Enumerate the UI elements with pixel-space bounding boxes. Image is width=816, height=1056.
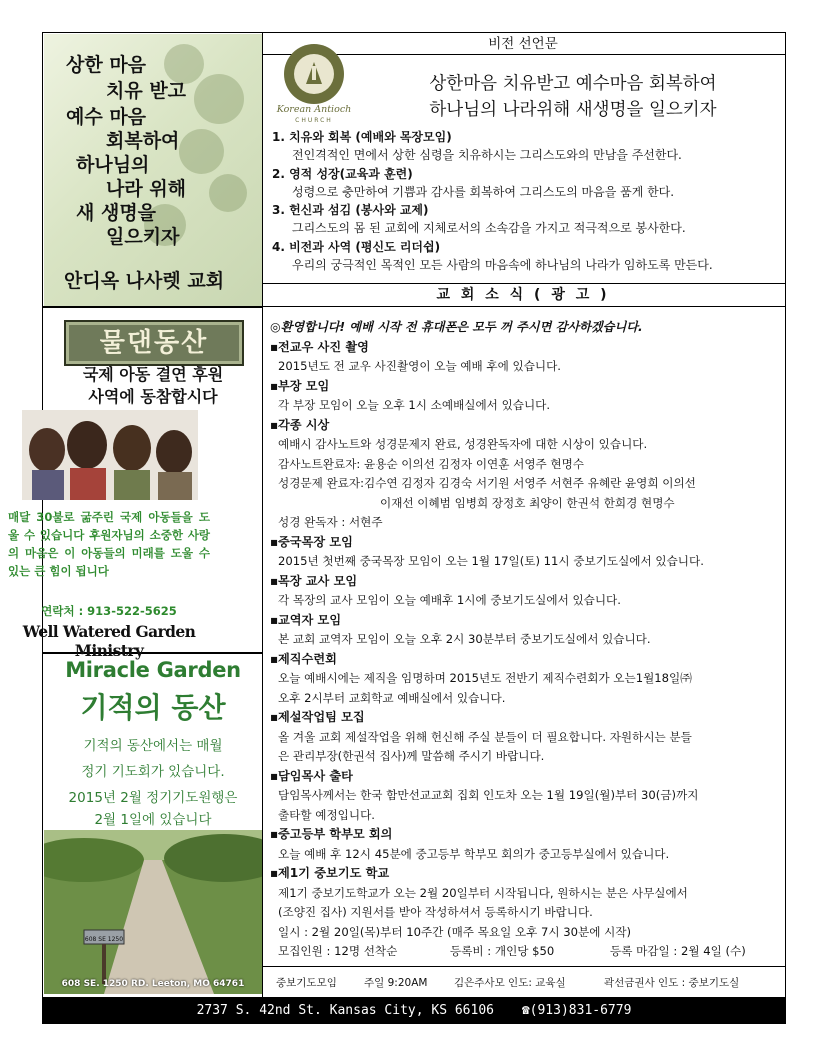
news-item-body: 이재선 이혜범 임병희 장정호 최양이 한권석 한희경 현명수 — [380, 495, 675, 510]
poem-line: 치유 받고 — [106, 80, 187, 102]
miracle-line: 정기 기도회가 있습니다. — [81, 764, 225, 780]
slogan-line-2: 하나님의 나라위해 새생명을 일으키자 — [429, 100, 717, 120]
news-item-body: 성경문제 완료자:김수연 김정자 김경숙 서기원 서영주 서현주 유혜란 윤영희 이의선 — [278, 476, 696, 490]
prayer-meeting-label: 중보기도모임 — [276, 977, 337, 989]
miracle-title-en: Miracle Garden — [65, 658, 241, 682]
news-list — [270, 318, 780, 962]
news-item-body: 일시 : 2월 20일(목)부터 10주간 (매주 목요일 오후 7시 30분에 시작) — [278, 924, 632, 939]
poem-line: 나라 위해 — [106, 178, 187, 200]
mulddae-subtitle-1: 국제 아동 결연 후원 — [82, 365, 224, 384]
mailbox-number: 608 SE 1250 — [84, 936, 124, 943]
vision-item-desc: 그리스도의 몸 된 교회에 지체로서의 소속감을 가지고 적극적으로 봉사한다. — [292, 221, 686, 236]
vision-item-title: 2. 영적 성장(교육과 훈련) — [272, 166, 413, 181]
news-item-title: ▪중고등부 학부모 회의 — [270, 827, 393, 841]
news-item-body: 오후 2시부터 교회학교 예배실에서 있습니다. — [278, 690, 506, 705]
news-item-body: 각 부장 모임이 오늘 오후 1시 소예배실에서 있습니다. — [278, 398, 551, 412]
prayer-leader-2: 곽선금권사 인도 : 중보기도실 — [604, 977, 740, 989]
recruit-line — [270, 942, 780, 962]
welcome-notice: ◎환영합니다! 예배 시작 전 휴대폰은 모두 꺼 주시면 감사하겠습니다. — [270, 320, 643, 334]
news-item-body: 각 목장의 교사 모임이 오늘 예배후 1시에 중보기도실에서 있습니다. — [278, 593, 621, 607]
prayer-leader-1: 김은주사모 인도: 교육실 — [454, 977, 566, 989]
news-item-title: ▪제1기 중보기도 학교 — [270, 866, 390, 880]
vision-item-title: 3. 헌신과 섬김 (봉사와 교제) — [272, 203, 429, 218]
news-item-title: ▪목장 교사 모임 — [270, 573, 358, 588]
left-divider-1 — [42, 306, 263, 308]
church-phone: ☎(913)831-6779 — [521, 1003, 632, 1018]
recruit-count: 모집인원 : 12명 선착순 — [278, 944, 398, 958]
poem-line: 예수 마음 — [66, 106, 147, 128]
news-item-body: 2015년도 전 교우 사진촬영이 오늘 예배 후에 있습니다. — [278, 359, 561, 373]
news-item-body: 오늘 예배시에는 제직을 임명하며 2015년도 전반기 제직수련회가 오는1월18일㈜ — [278, 671, 692, 685]
recruit-deadline: 등록 마감일 : 2월 4일 (수) — [610, 944, 746, 958]
news-item-title: ▪제직수련회 — [270, 651, 337, 666]
news-item-body: 은 관리부장(한권석 집사)께 말씀해 주시기 바랍니다. — [278, 749, 545, 763]
poem-line: 하나님의 — [76, 154, 150, 176]
news-item-title: ▪전교우 사진 촬영 — [270, 339, 369, 354]
miracle-address: 608 SE. 1250 RD. Leeton, MO 64761 — [61, 979, 245, 989]
logo-text: Korean Antioch — [276, 104, 352, 115]
children-praying-photo — [22, 410, 198, 500]
news-item-title: ▪각종 시상 — [270, 417, 330, 432]
poem-line: 새 생명을 — [76, 202, 157, 224]
vision-item-desc: 성령으로 충만하여 기쁨과 감사를 회복하여 그리스도의 마음을 품게 한다. — [292, 184, 675, 199]
poem-line: 일으키자 — [106, 226, 180, 248]
slogan-line-1: 상한마음 치유받고 예수마음 회복하여 — [429, 74, 717, 94]
vision-item-title: 4. 비전과 사역 (평신도 리더쉽) — [272, 239, 441, 254]
church-address: 2737 S. 42nd St. Kansas City, KS 66106 — [196, 1003, 494, 1018]
news-item-title: ▪제설작업팀 모집 — [270, 710, 365, 724]
column-divider — [262, 32, 263, 998]
mulddae-title: 물댄동산 — [99, 328, 209, 358]
news-item-body: 오늘 예배 후 12시 45분에 중고등부 학부모 회의가 중고등부실에서 있습니다. — [278, 846, 670, 861]
news-item-body: 본 교회 교역자 모임이 오늘 오후 2시 30분부터 중보기도실에서 있습니다. — [278, 632, 651, 646]
poem-box — [44, 34, 262, 306]
news-item-body: 출타할 예정입니다. — [278, 807, 375, 822]
news-header: 교 회 소 식 ( 광 고 ) — [436, 287, 610, 303]
news-item-title: ▪담임목사 출타 — [270, 768, 353, 783]
poem-line: 상한 마음 — [66, 54, 147, 76]
recruit-fee: 등록비 : 개인당 $50 — [450, 944, 555, 958]
ministry-name: Well Watered Garden Ministry — [22, 622, 196, 660]
news-item-body: 감사노트완료자: 윤용순 이의선 김정자 이연훈 서영주 현명수 — [278, 456, 585, 471]
news-item-title: ▪중국목장 모임 — [270, 534, 353, 549]
news-item-body: 제1기 중보기도학교가 오는 2월 20일부터 시작됩니다, 원하시는 분은 사무실에서 — [278, 885, 688, 900]
vision-item-title: 1. 치유와 회복 (예배와 목장모임) — [272, 130, 452, 144]
news-item-body: 올 겨울 교회 제설작업을 위해 헌신해 주실 분들이 더 필요합니다. 자원하시는 분들 — [278, 729, 692, 744]
poem-line: 회복하여 — [106, 130, 180, 152]
news-item-body: 2015년 첫번째 중국목장 모임이 오는 1월 17일(토) 11시 중보기도실에서 있습니다. — [278, 554, 704, 568]
mulddae-subtitle-2: 사역에 동참합시다 — [88, 387, 218, 406]
mulddae-description: 매달 30불로 굶주린 국제 아동들을 도울 수 있습니다 후원자님의 소중한 사랑의 마음은 이 아동들의 미래를 도울 수 있는 큰 힘이 됩니다 — [8, 510, 210, 578]
miracle-title-ko: 기적의 동산 — [80, 691, 226, 724]
church-logo — [266, 40, 362, 128]
news-item-body: 성경 완독자 : 서현주 — [278, 515, 383, 529]
vision-item-desc: 전인격적인 면에서 상한 심령을 치유하시는 그리스도와의 만남을 주선한다. — [292, 148, 682, 163]
news-item-body: 예배시 감사노트와 성경문제지 완료, 성경완독자에 대한 시상이 있습니다. — [278, 437, 648, 451]
miracle-line: 기적의 동산에서는 매월 — [83, 738, 223, 754]
miracle-line: 2월 1일에 있습니다 — [94, 812, 212, 828]
news-footer-divider — [263, 966, 785, 967]
miracle-line: 2015년 2월 정기기도원행은 — [68, 790, 238, 806]
mulddae-contact: 연락처 : 913-522-5625 — [41, 604, 177, 618]
country-road-photo — [44, 830, 262, 994]
news-item-body: 담임목사께서는 한국 함만선교교회 집회 인도차 오는 1월 19일(월)부터 30(금)까지 — [278, 788, 699, 802]
mulddae-title-box — [64, 320, 244, 366]
news-item-title: ▪부장 모임 — [270, 378, 330, 393]
news-header-divider — [263, 306, 785, 307]
address-bar — [42, 998, 786, 1024]
vision-list — [272, 128, 780, 274]
prayer-meeting-time: 주일 9:20AM — [364, 977, 428, 989]
logo-subtext: CHURCH — [295, 117, 333, 124]
news-item-body: (조양진 집사) 지원서를 받아 작성하셔서 등록하시기 바랍니다. — [278, 905, 593, 919]
news-item-title: ▪교역자 모임 — [270, 612, 342, 627]
church-name: 안디옥 나사렛 교회 — [64, 270, 225, 292]
vision-item-desc: 우리의 궁극적인 목적인 모든 사람의 마음속에 하나님의 나라가 임하도록 만든다. — [292, 258, 713, 273]
vision-statement-title: 비전 선언문 — [488, 36, 558, 52]
